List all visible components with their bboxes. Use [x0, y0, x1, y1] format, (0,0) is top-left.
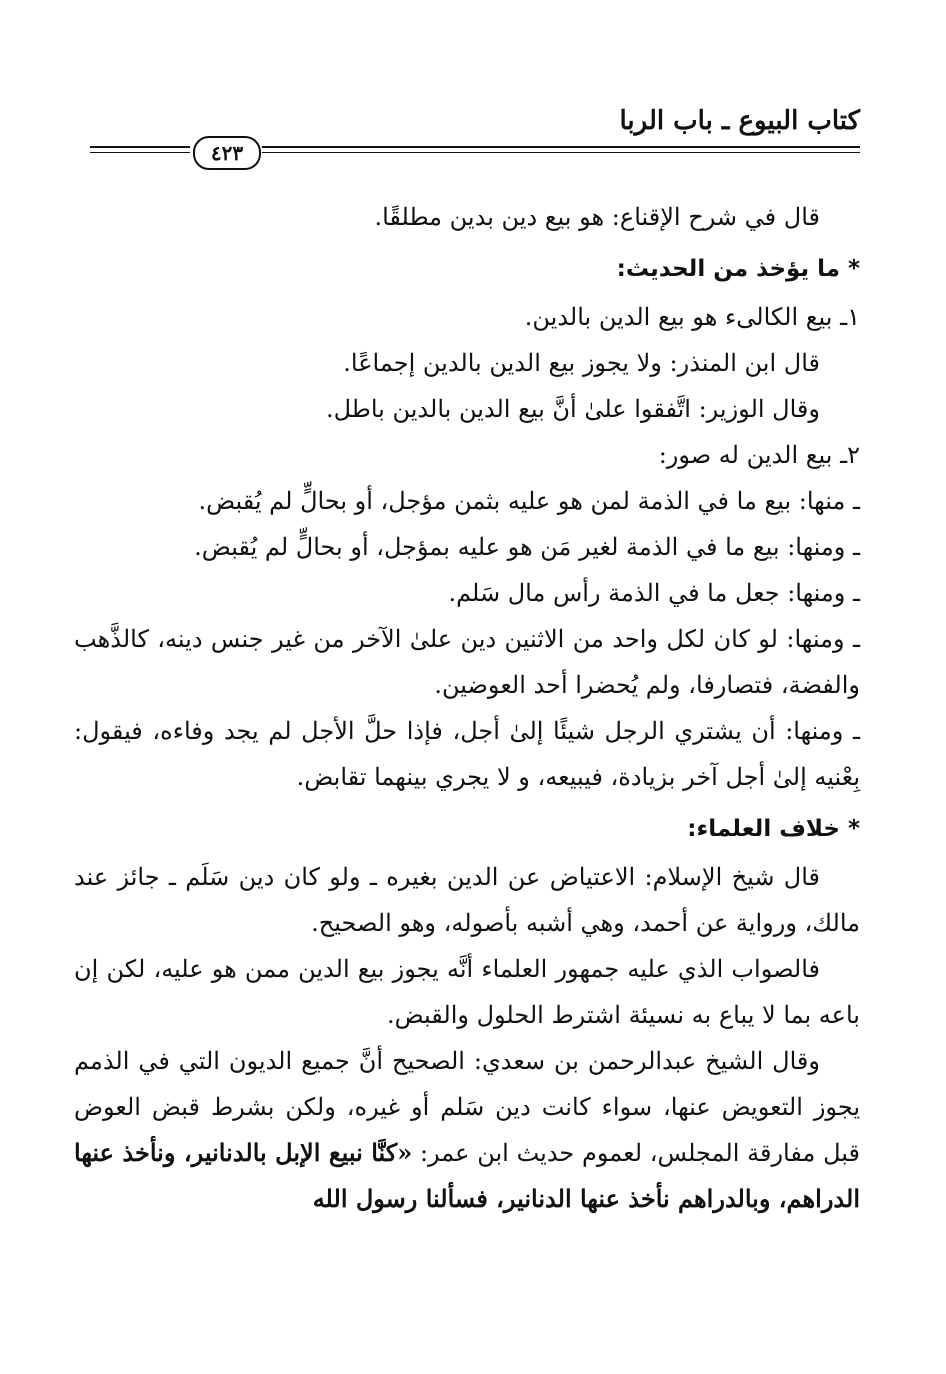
- sub-point: ـ ومنها: بيع ما في الذمة لغير مَن هو عليه بمؤجل، أو بحالٍّ لم يُقبض.: [194, 533, 860, 561]
- page-body: [74, 194, 860, 1222]
- header-rule-left-bottom: [90, 152, 190, 153]
- paragraph: قال شيخ الإسلام: الاعتياض عن الدين بغيره ـ ولو كان دين سَلَم ـ جائز عند مالك، ورواية عن أحمد، وهي أشبه بأصوله، وهو الصحيح.: [74, 863, 860, 937]
- running-header-title: كتاب البيوع ـ باب الربا: [619, 106, 860, 136]
- numbered-point-2: ٢ـ بيع الدين له صور:: [658, 441, 860, 469]
- header-rule-left-top: [90, 146, 190, 148]
- section-heading-hadith-lessons: * ما يؤخذ من الحديث:: [616, 256, 860, 282]
- paragraph: قال في شرح الإقناع: هو بيع دين بدين مطلقًا.: [374, 203, 820, 231]
- section-heading-scholars-dispute: * خلاف العلماء:: [687, 816, 860, 842]
- paragraph: وقال الوزير: اتَّفقوا علىٰ أنَّ بيع الدين بالدين باطل.: [325, 395, 820, 423]
- numbered-point-1: ١ـ بيع الكالىء هو بيع الدين بالدين.: [524, 303, 860, 331]
- paragraph-text: وقال الشيخ عبدالرحمن بن سعدي: الصحيح أنَّ جميع الديون التي في الذمم يجوز التعويض عنها، سواء كانت دين سَلم أو غيره، ولكن بشرط قبض العوض قبل مفارقة المجلس، لعموم حديث ابن عمر:: [74, 1047, 860, 1167]
- hadith-quote: «كنَّا نبيع الإبل بالدنانير، ونأخذ عنها الدراهم، وبالدراهم نأخذ عنها الدنانير، فسألنا رسول الله: [74, 1138, 860, 1213]
- paragraph-ibn-saadi: [74, 1038, 860, 1222]
- header-rule-right-top: [262, 146, 860, 148]
- sub-point: ـ ومنها: أن يشتري الرجل شيئًا إلىٰ أجل، فإذا حلَّ الأجل لم يجد وفاءه، فيقول: بِعْنيه إلىٰ أجل آخر بزيادة، فيبيعه، و لا يجري بينهما تقابض.: [74, 717, 860, 791]
- header-rule-right-bottom: [262, 152, 860, 153]
- page-number: ٤٢٣: [193, 136, 261, 170]
- sub-point: ـ منها: بيع ما في الذمة لمن هو عليه بثمن مؤجل، أو بحالٍّ لم يُقبض.: [198, 487, 860, 515]
- paragraph: قال ابن المنذر: ولا يجوز بيع الدين بالدين إجماعًا.: [343, 349, 820, 377]
- sub-point: ـ ومنها: جعل ما في الذمة رأس مال سَلم.: [448, 579, 860, 607]
- paragraph: فالصواب الذي عليه جمهور العلماء أنَّه يجوز بيع الدين ممن هو عليه، لكن إن باعه بما لا يباع به نسيئة اشترط الحلول والقبض.: [74, 955, 860, 1029]
- sub-point: ـ ومنها: لو كان لكل واحد من الاثنين دين علىٰ الآخر من غير جنس دينه، كالذَّهب والفضة، فتصارفا، ولم يُحضرا أحد العوضين.: [74, 625, 860, 699]
